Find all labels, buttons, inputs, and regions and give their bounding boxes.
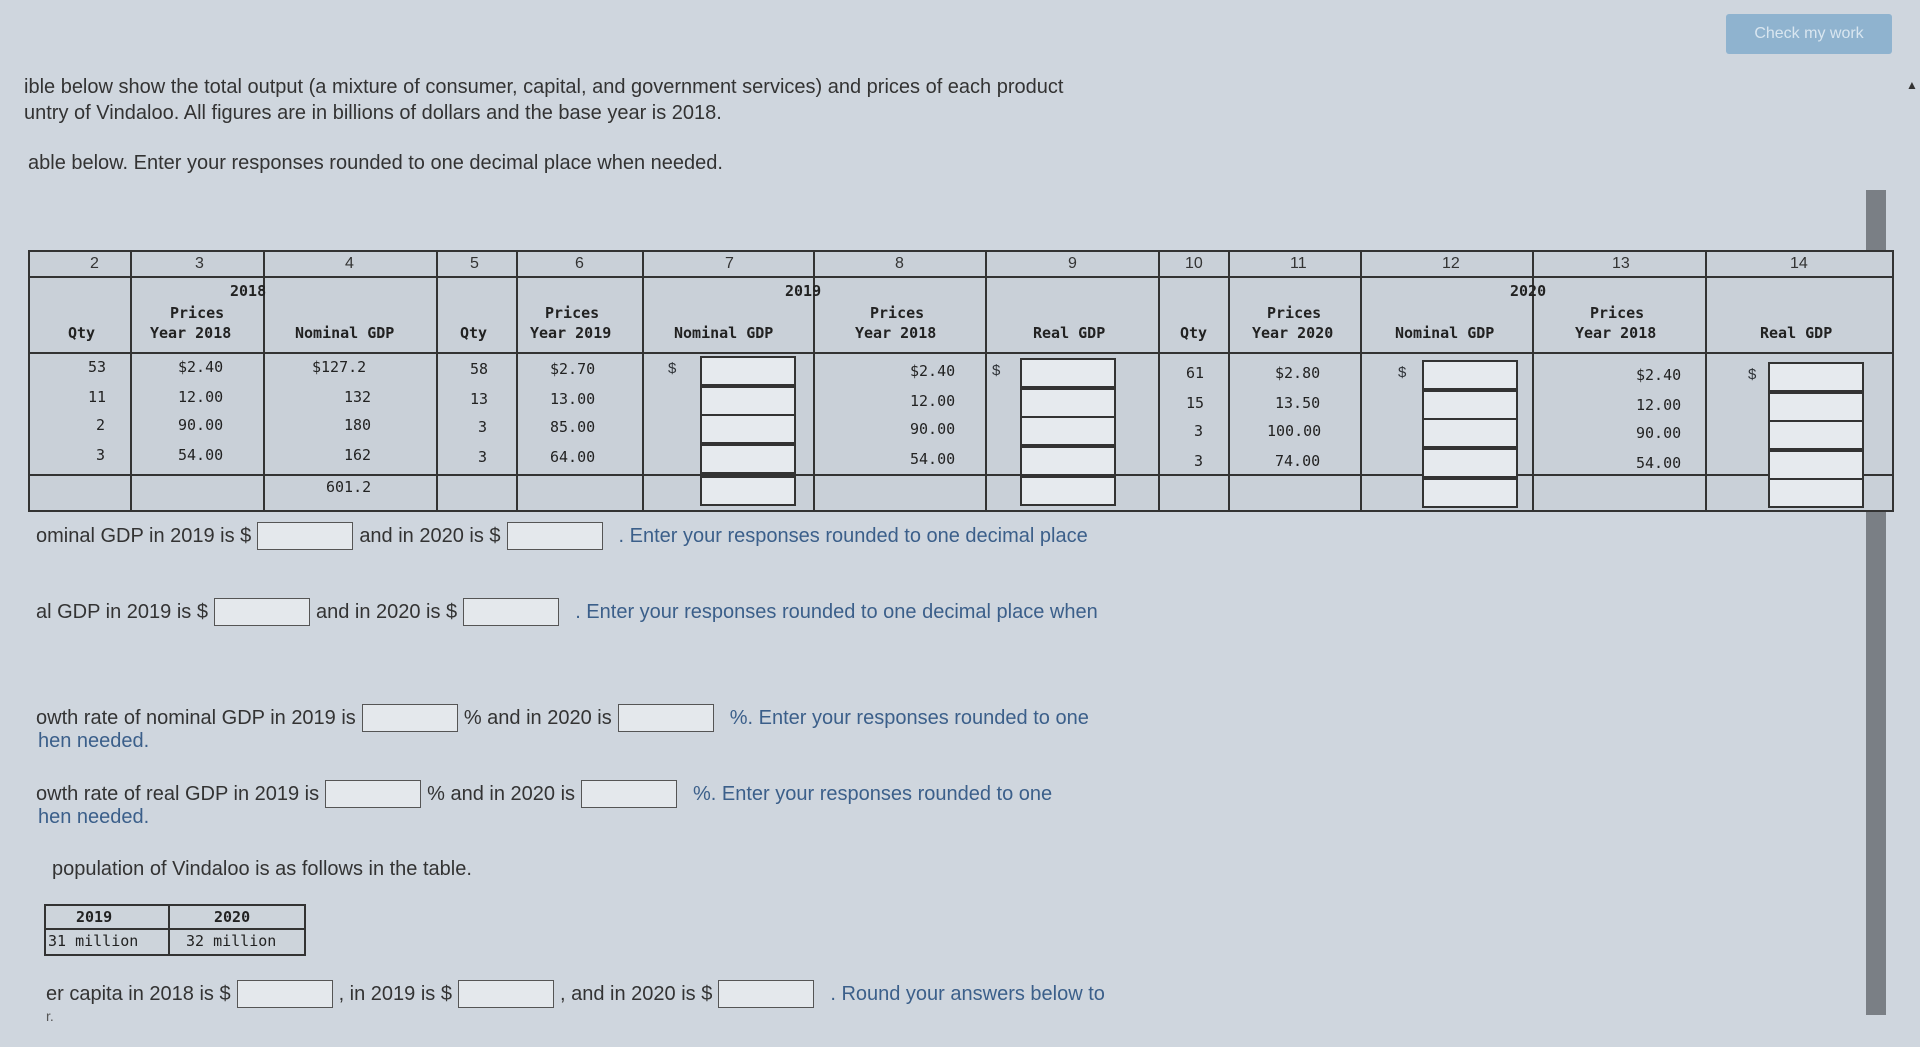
question-growth-real: [36, 780, 1052, 808]
nominal-2020-input[interactable]: [1422, 448, 1518, 478]
base-price-2019: $2.40: [910, 362, 956, 380]
real-2020-total-input[interactable]: [1768, 478, 1864, 508]
question-text: , and in 2020 is $: [559, 982, 713, 1005]
question-per-capita: [46, 980, 1105, 1008]
check-my-work-button[interactable]: Check my work: [1726, 14, 1892, 54]
instruction-note-cont: hen needed.: [38, 730, 150, 752]
price-2019: 13.00: [550, 390, 596, 408]
qty-2020: 61: [1186, 364, 1205, 382]
nominal-2018: 132: [344, 388, 372, 406]
year-2019-header: 2019: [785, 282, 822, 300]
nominal-gdp-header: Nominal GDP: [674, 324, 774, 342]
question-text: owth rate of nominal GDP in 2019 is: [36, 706, 356, 729]
population-intro: population of Vindaloo is as follows in the table.: [52, 858, 472, 880]
price-2019: 64.00: [550, 448, 596, 466]
price-2020: 13.50: [1275, 394, 1321, 412]
nominal-2020-input[interactable]: [1422, 418, 1518, 448]
qty-header: Qty: [460, 324, 488, 342]
year-2018-header: 2018: [230, 282, 267, 300]
dollar-sign: $: [1398, 364, 1407, 381]
population-header: 2020: [214, 908, 251, 926]
intro-line-3: able below. Enter your responses rounded to one decimal place when needed.: [28, 152, 723, 174]
qty-2019: 3: [478, 448, 488, 466]
real-2020-input[interactable]: [1768, 420, 1864, 450]
scroll-up-arrow-icon[interactable]: ▲: [1906, 78, 1918, 92]
question-nominal-gdp: [36, 522, 1088, 550]
nominal-growth-2019-input[interactable]: [362, 704, 458, 732]
instruction-note: . Enter your responses rounded to one decimal place when: [575, 600, 1098, 623]
real-gdp-header: Real GDP: [1760, 324, 1833, 342]
intro-line-1: ible below show the total output (a mixture of consumer, capital, and government services) and prices of each product: [24, 76, 1064, 98]
qty-2019: 3: [478, 418, 488, 436]
col-number: 11: [1290, 255, 1307, 272]
dollar-sign: $: [668, 360, 677, 377]
price-2018: 54.00: [178, 446, 224, 464]
population-header: 2019: [76, 908, 113, 926]
nominal-2018: 180: [344, 416, 372, 434]
real-growth-2020-input[interactable]: [581, 780, 677, 808]
nominal-2020-input[interactable]: [1422, 360, 1518, 390]
qty-2019: 13: [470, 390, 489, 408]
nominal-2018: $127.2: [312, 358, 367, 376]
nominal-gdp-2019-input[interactable]: [257, 522, 353, 550]
price-2020: $2.80: [1275, 364, 1321, 382]
col-number: 2: [90, 255, 99, 272]
instruction-note-cont: hen needed.: [38, 806, 150, 828]
price-2020: 100.00: [1267, 422, 1322, 440]
base-price-2020: 90.00: [1636, 424, 1682, 442]
per-capita-2019-input[interactable]: [458, 980, 554, 1008]
question-text: al GDP in 2019 is $: [36, 600, 208, 623]
per-capita-2020-input[interactable]: [718, 980, 814, 1008]
nominal-2019-input[interactable]: [700, 444, 796, 474]
prices-year-header: Year 2018: [1575, 324, 1657, 342]
qty-2018: 3: [96, 446, 106, 464]
qty-2020: 15: [1186, 394, 1205, 412]
instruction-note: . Round your answers below to: [830, 982, 1105, 1005]
qty-header: Qty: [68, 324, 96, 342]
question-text: er capita in 2018 is $: [46, 982, 231, 1005]
year-2020-header: 2020: [1510, 282, 1547, 300]
prices-header: Prices: [1267, 304, 1322, 322]
question-growth-nominal: [36, 704, 1089, 732]
nominal-2019-total-input[interactable]: [700, 476, 796, 506]
real-growth-2019-input[interactable]: [325, 780, 421, 808]
nominal-gdp-2020-input[interactable]: [507, 522, 603, 550]
qty-2018: 53: [88, 358, 107, 376]
base-price-2020: 54.00: [1636, 454, 1682, 472]
per-capita-2018-input[interactable]: [237, 980, 333, 1008]
qty-2018: 11: [88, 388, 107, 406]
question-text: owth rate of real GDP in 2019 is: [36, 782, 320, 805]
col-number: 12: [1442, 255, 1460, 272]
price-2018: 90.00: [178, 416, 224, 434]
dollar-sign: $: [992, 362, 1001, 379]
question-text: and in 2020 is $: [359, 524, 501, 547]
nominal-gdp-header: Nominal GDP: [295, 324, 395, 342]
real-2019-input[interactable]: [1020, 446, 1116, 476]
prices-year-header: Year 2018: [150, 324, 232, 342]
col-number: 10: [1185, 255, 1203, 272]
col-number: 14: [1790, 255, 1808, 272]
col-number: 4: [345, 255, 354, 272]
col-number: 9: [1068, 255, 1077, 272]
population-value: 31 million: [48, 932, 139, 950]
price-2019: $2.70: [550, 360, 596, 378]
qty-2019: 58: [470, 360, 489, 378]
population-value: 32 million: [186, 932, 277, 950]
prices-year-header: Year 2020: [1252, 324, 1334, 342]
instruction-note: %. Enter your responses rounded to one: [693, 782, 1053, 805]
nominal-2018-total: 601.2: [326, 478, 372, 496]
qty-2020: 3: [1194, 452, 1204, 470]
instruction-note: %. Enter your responses rounded to one: [729, 706, 1089, 729]
prices-header: Prices: [170, 304, 225, 322]
price-2018: 12.00: [178, 388, 224, 406]
nominal-2020-input[interactable]: [1422, 390, 1518, 420]
qty-2020: 3: [1194, 422, 1204, 440]
col-number: 13: [1612, 255, 1630, 272]
qty-2018: 2: [96, 416, 106, 434]
dollar-sign: $: [1748, 366, 1757, 383]
instruction-note-cont: r.: [46, 1008, 54, 1024]
real-2020-input[interactable]: [1768, 392, 1864, 422]
prices-year-header: Year 2019: [530, 324, 612, 342]
nominal-2020-total-input[interactable]: [1422, 478, 1518, 508]
base-price-2019: 12.00: [910, 392, 956, 410]
nominal-growth-2020-input[interactable]: [618, 704, 714, 732]
real-gdp-header: Real GDP: [1033, 324, 1106, 342]
base-price-2020: 12.00: [1636, 396, 1682, 414]
question-text: and in 2020 is $: [315, 600, 458, 623]
col-number: 5: [470, 255, 479, 272]
qty-header: Qty: [1180, 324, 1208, 342]
col-number: 3: [195, 255, 204, 272]
real-2019-input[interactable]: [1020, 358, 1116, 388]
base-price-2020: $2.40: [1636, 366, 1682, 384]
nominal-gdp-header: Nominal GDP: [1395, 324, 1495, 342]
real-2019-input[interactable]: [1020, 416, 1116, 446]
question-text: , in 2019 is $: [338, 982, 452, 1005]
question-text: % and in 2020 is: [463, 706, 612, 729]
question-real-gdp: [36, 598, 1098, 626]
instruction-note: . Enter your responses rounded to one decimal place: [618, 524, 1088, 547]
base-price-2019: 90.00: [910, 420, 956, 438]
col-number: 7: [725, 255, 734, 272]
nominal-2019-input[interactable]: [700, 414, 796, 444]
real-gdp-2019-input[interactable]: [214, 598, 310, 626]
intro-line-2: untry of Vindaloo. All figures are in billions of dollars and the base year is 2018.: [24, 102, 722, 124]
real-gdp-2020-input[interactable]: [463, 598, 559, 626]
base-price-2019: 54.00: [910, 450, 956, 468]
prices-year-header: Year 2018: [855, 324, 937, 342]
real-2020-input[interactable]: [1768, 362, 1864, 392]
real-2019-input[interactable]: [1020, 388, 1116, 418]
prices-header: Prices: [870, 304, 925, 322]
question-text: % and in 2020 is: [427, 782, 576, 805]
gdp-table: [28, 250, 1894, 512]
nominal-2019-input[interactable]: [700, 386, 796, 416]
question-text: ominal GDP in 2019 is $: [36, 524, 252, 547]
price-2018: $2.40: [178, 358, 224, 376]
prices-header: Prices: [545, 304, 600, 322]
real-2019-total-input[interactable]: [1020, 476, 1116, 506]
prices-header: Prices: [1590, 304, 1645, 322]
price-2020: 74.00: [1275, 452, 1321, 470]
nominal-2019-input[interactable]: [700, 356, 796, 386]
price-2019: 85.00: [550, 418, 596, 436]
real-2020-input[interactable]: [1768, 450, 1864, 480]
nominal-2018: 162: [344, 446, 372, 464]
col-number: 6: [575, 255, 584, 272]
col-number: 8: [895, 255, 904, 272]
population-table: [44, 904, 306, 956]
